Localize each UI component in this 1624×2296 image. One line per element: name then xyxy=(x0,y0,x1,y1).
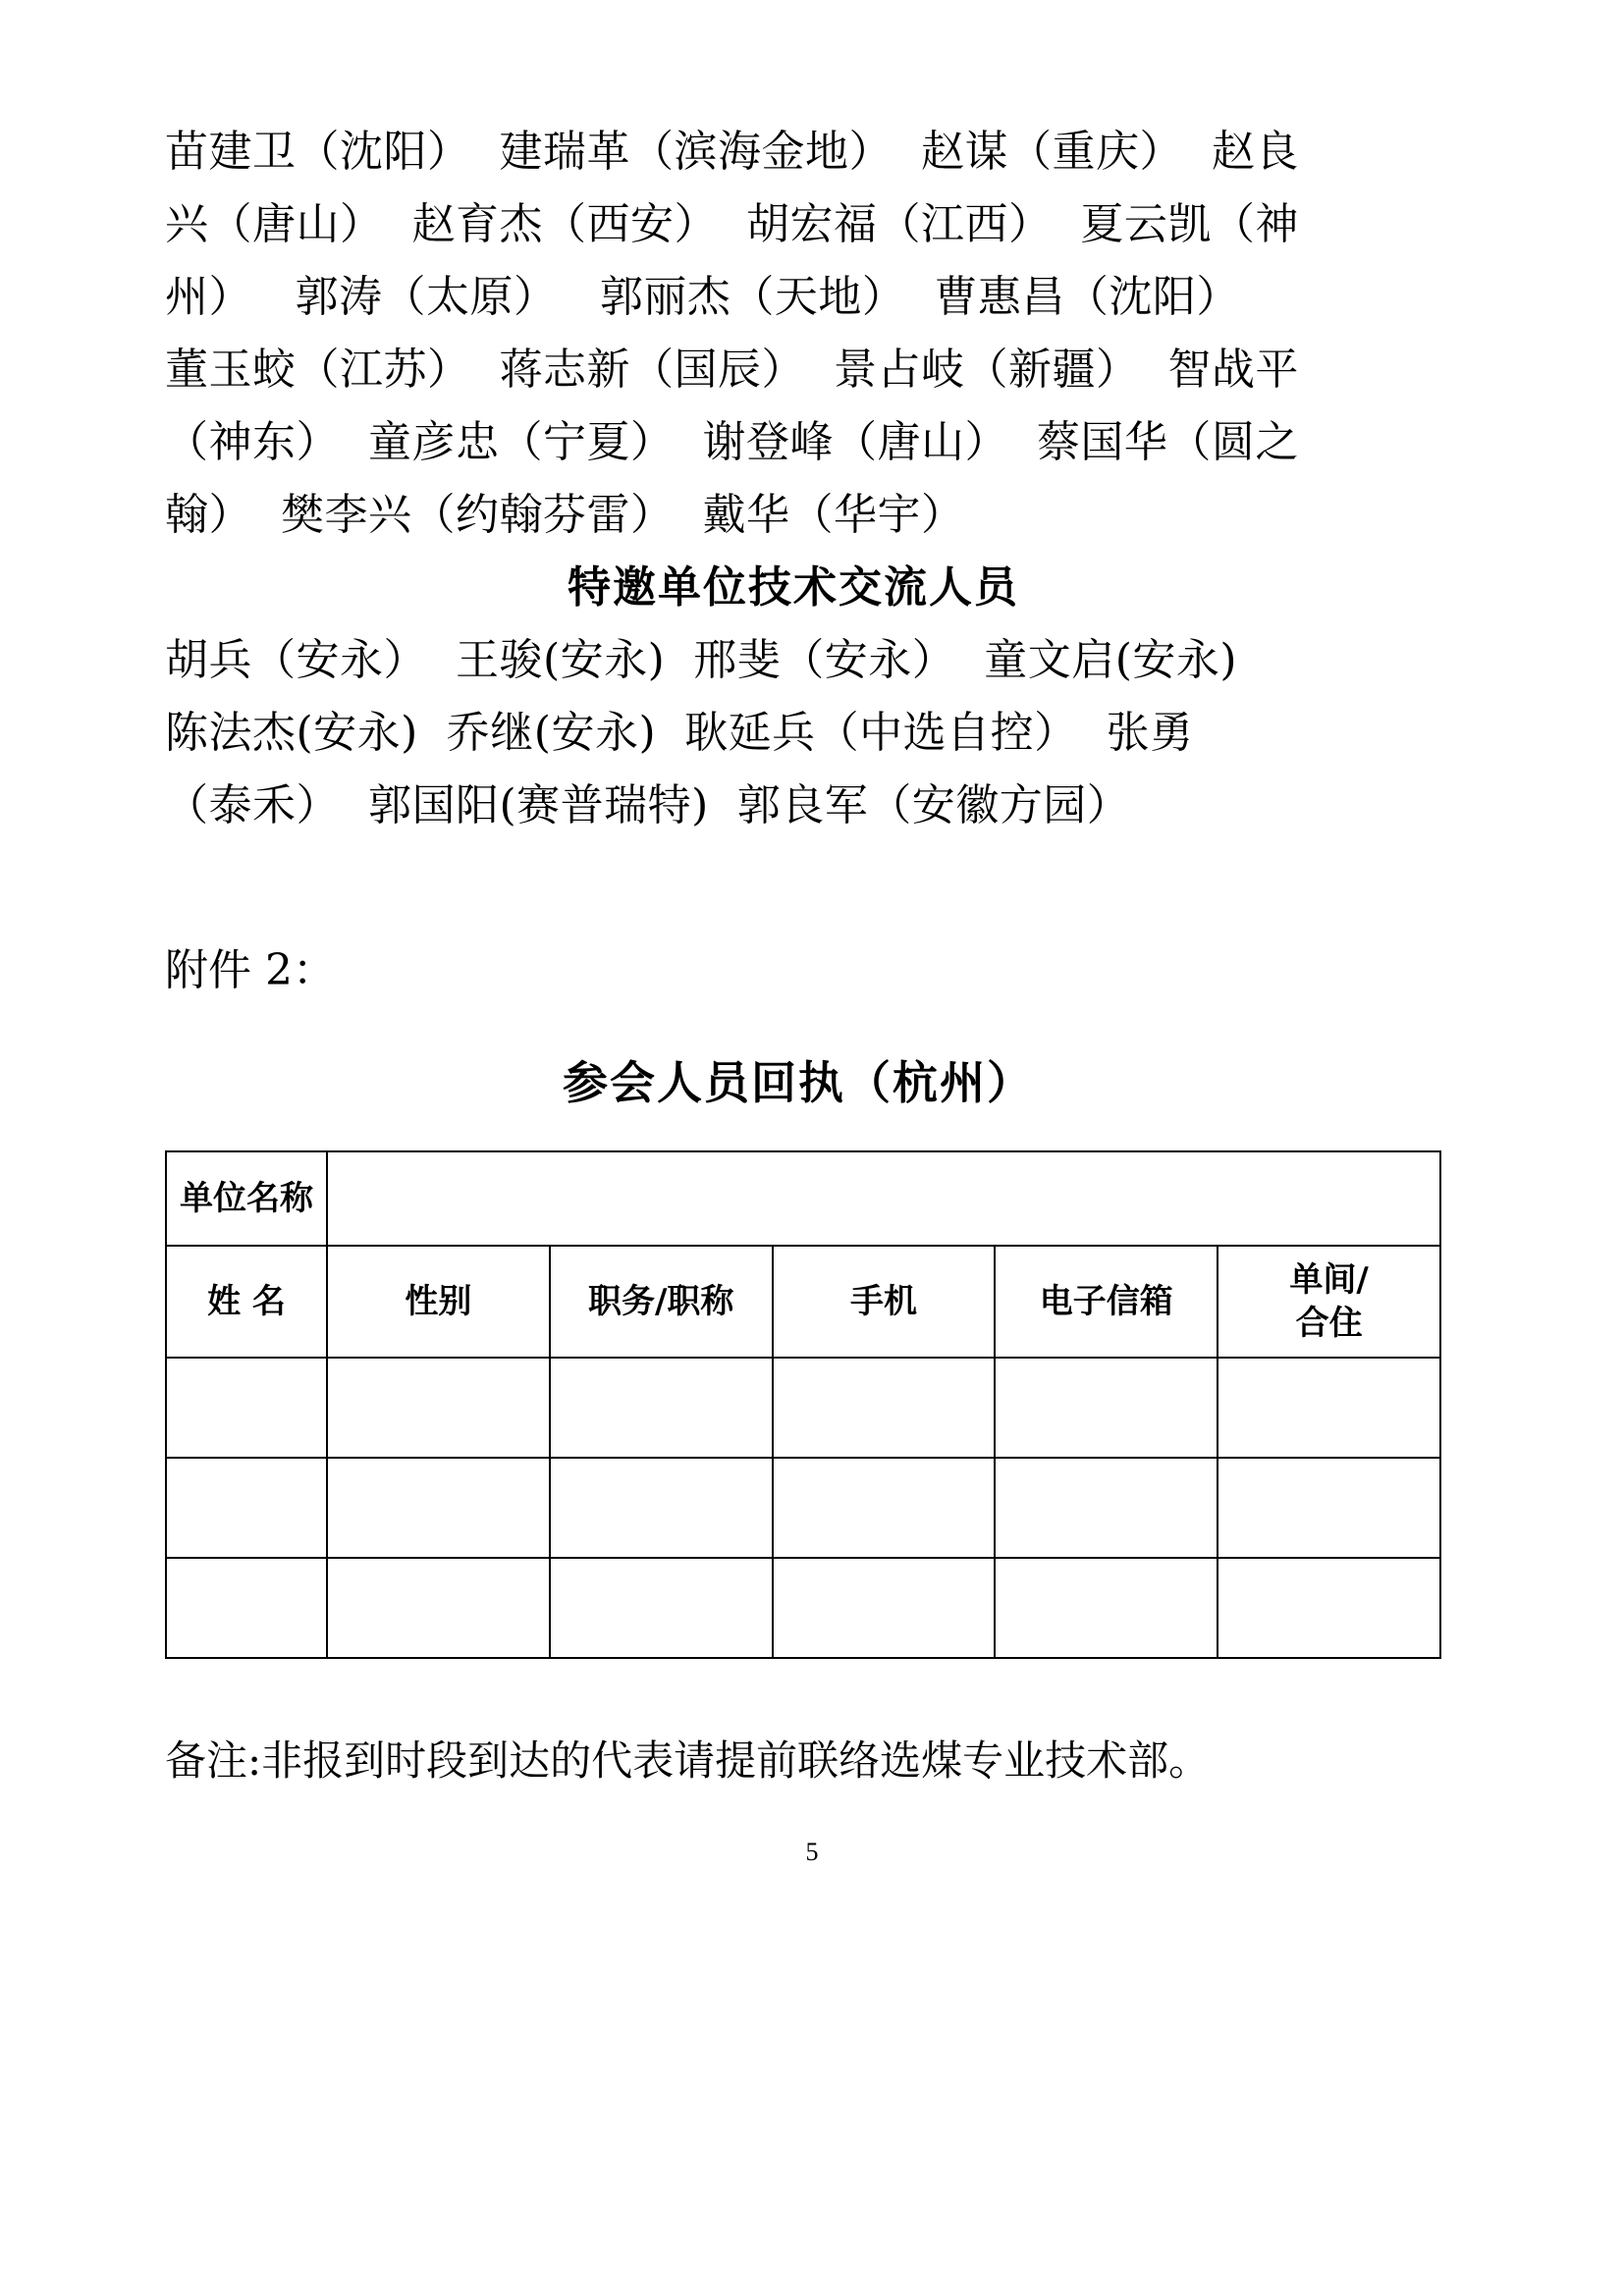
table-row xyxy=(166,1458,1440,1558)
cell-name[interactable] xyxy=(166,1458,327,1558)
attendee-line: 苗建卫（沈阳） 建瑞革（滨海金地） 赵谋（重庆） 赵良 xyxy=(165,127,1299,177)
receipt-table xyxy=(165,1150,1441,1659)
attendee-line: 董玉蛟（江苏） 蒋志新（国辰） 景占岐（新疆） 智战平 xyxy=(165,345,1299,395)
cell-phone[interactable] xyxy=(773,1358,996,1458)
column-header-job-title: 职务/职称 xyxy=(550,1246,773,1358)
invited-units-heading: 特邀单位技术交流人员 xyxy=(568,562,1019,613)
invited-line: 胡兵（安永） 王骏(安永) 邢斐（安永） 童文启(安永) xyxy=(165,635,1238,685)
table-header-row xyxy=(166,1246,1440,1358)
spacer xyxy=(165,1005,1461,1044)
room-type-line-1: 单间/ xyxy=(1289,1260,1369,1300)
cell-gender[interactable] xyxy=(327,1558,550,1658)
cell-name[interactable] xyxy=(166,1558,327,1658)
invited-line: 陈法杰(安永) 乔继(安永) 耿延兵（中选自控） 张勇 xyxy=(165,708,1194,758)
form-title: 参会人员回执（杭州） xyxy=(563,1056,1034,1109)
cell-gender[interactable] xyxy=(327,1358,550,1458)
table-row xyxy=(166,1558,1440,1658)
cell-phone[interactable] xyxy=(773,1558,996,1658)
cell-room-type[interactable] xyxy=(1218,1558,1440,1658)
unit-name-label: 单位名称 xyxy=(166,1151,327,1246)
cell-email[interactable] xyxy=(995,1358,1218,1458)
cell-gender[interactable] xyxy=(327,1458,550,1558)
column-header-email: 电子信箱 xyxy=(995,1246,1218,1358)
unit-name-input[interactable] xyxy=(327,1151,1440,1246)
page-content xyxy=(165,116,1461,1794)
column-header-phone: 手机 xyxy=(773,1246,996,1358)
cell-job-title[interactable] xyxy=(550,1358,773,1458)
spacer xyxy=(165,842,1461,936)
cell-room-type[interactable] xyxy=(1218,1458,1440,1558)
column-header-room-type xyxy=(1218,1246,1440,1358)
attendee-line: 兴（唐山） 赵育杰（西安） 胡宏福（江西） 夏云凯（神 xyxy=(165,199,1299,249)
attendee-line: （神东） 童彦忠（宁夏） 谢登峰（唐山） 蔡国华（圆之 xyxy=(165,417,1299,467)
column-header-name: 姓 名 xyxy=(166,1246,327,1358)
cell-room-type[interactable] xyxy=(1218,1358,1440,1458)
cell-phone[interactable] xyxy=(773,1458,996,1558)
cell-email[interactable] xyxy=(995,1458,1218,1558)
cell-name[interactable] xyxy=(166,1358,327,1458)
cell-job-title[interactable] xyxy=(550,1558,773,1658)
spacer xyxy=(165,1659,1461,1728)
table-row-unit xyxy=(166,1151,1440,1246)
footnote-remark: 备注:非报到时段到达的代表请提前联络选煤专业技术部。 xyxy=(165,1736,1211,1785)
attendee-line: 州） 郭涛（太原） 郭丽杰（天地） 曹惠昌（沈阳） xyxy=(165,272,1240,322)
cell-email[interactable] xyxy=(995,1558,1218,1658)
cell-job-title[interactable] xyxy=(550,1458,773,1558)
attendee-list-paragraph xyxy=(165,116,1461,552)
page-number: 5 xyxy=(805,1838,819,1866)
table-row xyxy=(166,1358,1440,1458)
invited-list-paragraph xyxy=(165,624,1461,842)
room-type-line-2: 合住 xyxy=(1295,1304,1363,1343)
column-header-gender: 性别 xyxy=(327,1246,550,1358)
invited-line: （泰禾） 郭国阳(赛普瑞特) 郭良军（安徽方园） xyxy=(165,780,1131,830)
attachment-label: 附件 2： xyxy=(165,945,336,995)
attendee-line: 翰） 樊李兴（约翰芬雷） 戴华（华宇） xyxy=(165,490,965,540)
